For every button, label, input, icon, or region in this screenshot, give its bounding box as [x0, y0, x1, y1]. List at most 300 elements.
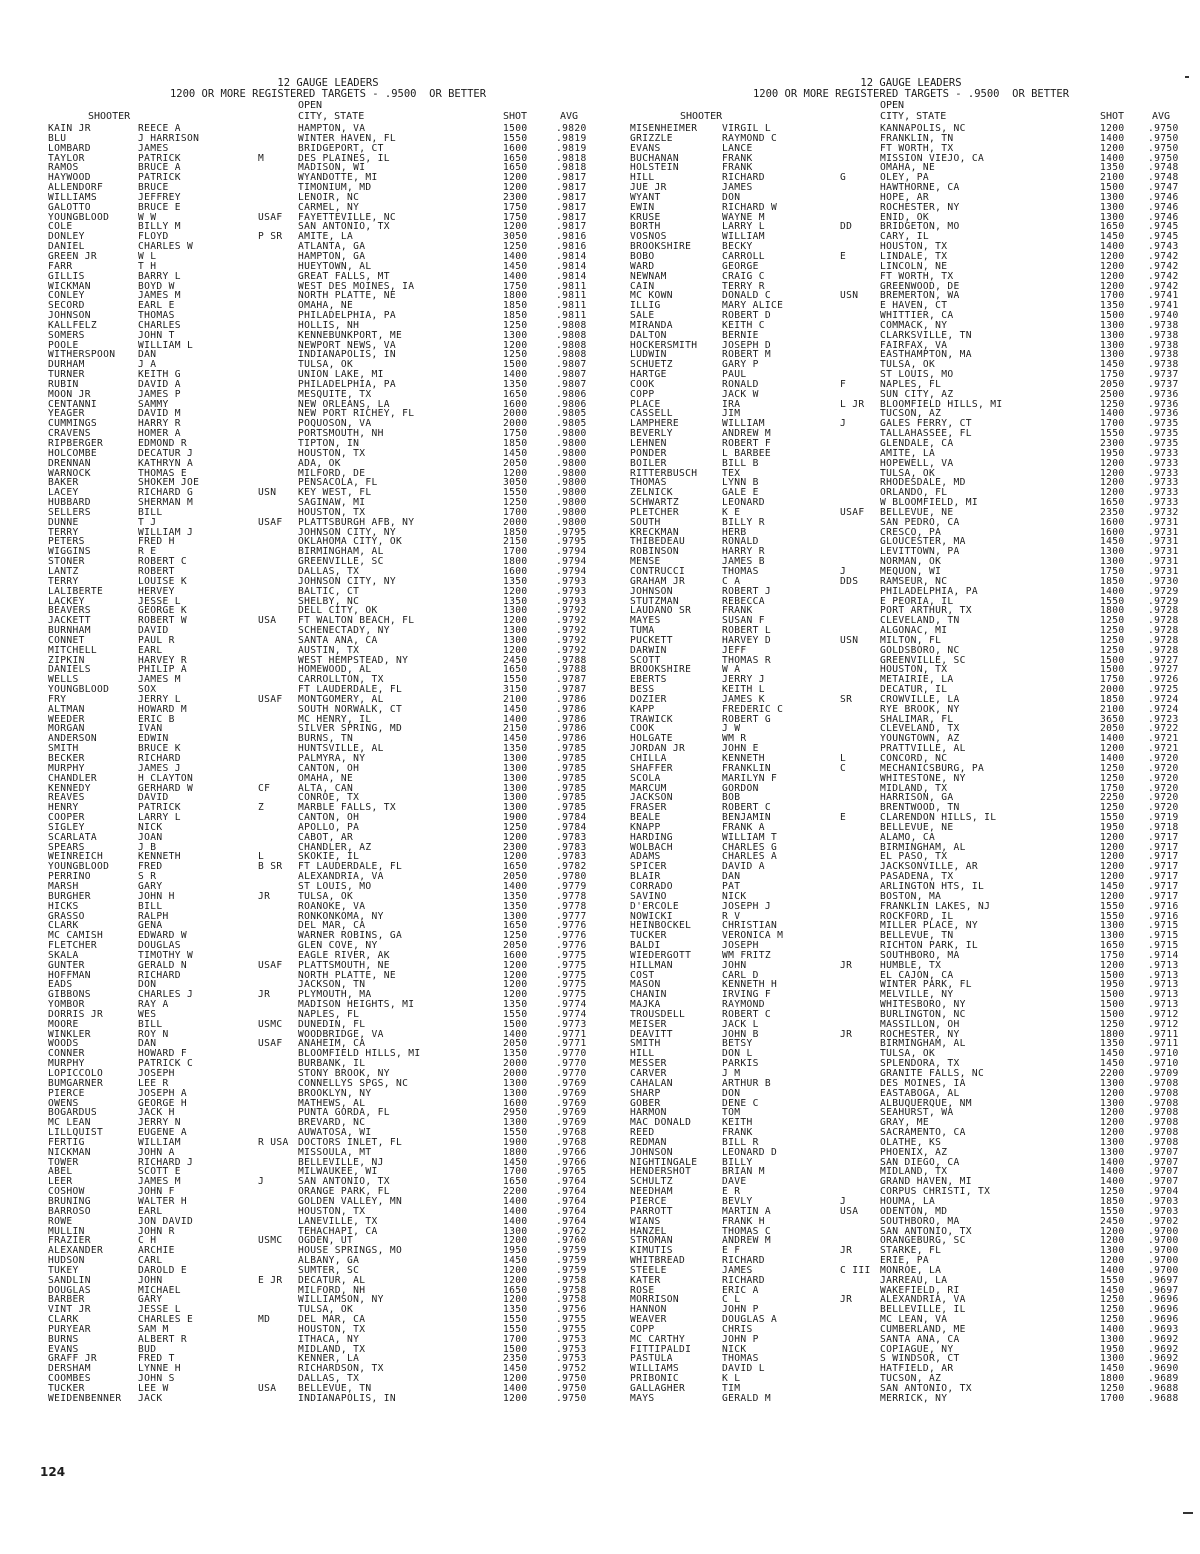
- first-name: BILL: [138, 506, 163, 518]
- last-name: CAHALAN: [630, 1077, 673, 1089]
- first-name: GEORGE: [722, 260, 759, 272]
- average: .9794: [556, 565, 587, 577]
- first-name: C H: [138, 1235, 157, 1247]
- first-name: ROBERT G: [722, 713, 772, 725]
- city-state: MADISON HEIGHTS, MI: [298, 999, 415, 1011]
- first-name: RONALD: [722, 378, 759, 390]
- first-name: CARL: [138, 1255, 163, 1267]
- average: .9775: [556, 979, 587, 991]
- city-state: BURBANK, IL: [298, 1058, 366, 1070]
- last-name: PERRINO: [48, 871, 91, 883]
- city-state: FT LAUDERDALE, FL: [298, 684, 403, 696]
- average: .9713: [1148, 989, 1179, 1001]
- average: .9750: [1148, 142, 1179, 154]
- open-label: OPEN: [880, 100, 905, 111]
- city-state: WHITESTONE, NY: [880, 772, 966, 784]
- first-name: BUD: [138, 1343, 157, 1355]
- average: .9728: [1148, 644, 1179, 656]
- city-state: SPLENDORA, TX: [880, 1058, 960, 1070]
- suffix: JR: [258, 989, 271, 1001]
- last-name: HILL: [630, 172, 655, 184]
- first-name: BILLY: [722, 1156, 753, 1168]
- suffix: USAF: [258, 1038, 283, 1050]
- average: .9728: [1148, 634, 1179, 646]
- average: .9764: [556, 1205, 587, 1217]
- last-name: MOORE: [48, 1018, 79, 1030]
- shot-count: 1200: [503, 585, 528, 597]
- city-state: PUNTA GORDA, FL: [298, 1107, 390, 1119]
- average: .9707: [1148, 1166, 1179, 1178]
- city-state: NAPLES, FL: [880, 378, 942, 390]
- city-state: HOLLIS, NH: [298, 319, 360, 331]
- average: .9769: [556, 1087, 587, 1099]
- city-state: HAWTHORNE, CA: [880, 182, 960, 194]
- average: .9727: [1148, 654, 1179, 666]
- city-state: FRANKLIN, TN: [880, 132, 954, 144]
- shot-count: 1400: [503, 1028, 528, 1040]
- shot-count: 2950: [503, 1107, 528, 1119]
- last-name: WILLIAMS: [48, 191, 98, 203]
- last-name: SOMERS: [48, 329, 85, 341]
- average: .9792: [556, 634, 587, 646]
- shot-count: 1550: [503, 1323, 528, 1335]
- first-name: DAVID L: [722, 1363, 765, 1375]
- first-name: LARRY L: [138, 812, 181, 824]
- first-name: BRIAN M: [722, 1166, 765, 1178]
- suffix: USAF: [258, 516, 283, 528]
- average: .9783: [556, 831, 587, 843]
- city-state: UNION LAKE, MI: [298, 369, 384, 381]
- first-name: THOMAS E: [138, 467, 188, 479]
- shot-count: 1200: [1100, 841, 1125, 853]
- city-state: SAGINAW, MI: [298, 497, 366, 509]
- shot-count: 1300: [1100, 211, 1125, 223]
- average: .9738: [1148, 339, 1179, 351]
- first-name: SAM M: [138, 1323, 169, 1335]
- last-name: HENDERSHOT: [630, 1166, 692, 1178]
- average: .9697: [1148, 1284, 1179, 1296]
- column-headers: [630, 100, 1192, 124]
- first-name: DAROLD E: [138, 1264, 188, 1276]
- average: .9717: [1148, 861, 1179, 873]
- suffix: C III: [840, 1264, 871, 1276]
- last-name: GRAFF JR: [48, 1353, 98, 1365]
- shot-count: 2000: [503, 1068, 528, 1079]
- average: .9738: [1148, 349, 1179, 361]
- first-name: JAMES M: [138, 1176, 181, 1188]
- last-name: FARR: [48, 260, 73, 272]
- shot-count: 1450: [1100, 880, 1125, 892]
- first-name: HARRY R: [138, 418, 181, 430]
- first-name: THOMAS: [722, 1353, 759, 1365]
- shot-count: 1300: [503, 1087, 528, 1099]
- average: .9708: [1148, 1107, 1179, 1119]
- right-column: [630, 78, 1192, 1404]
- last-name: SCHULTZ: [630, 1176, 673, 1188]
- last-name: COOMBES: [48, 1373, 91, 1385]
- average: .9811: [556, 300, 587, 312]
- city-state: MADISON, WI: [298, 162, 366, 174]
- last-name: CONNET: [48, 634, 85, 646]
- last-name: DANIEL: [48, 241, 85, 253]
- average: .9753: [556, 1353, 587, 1365]
- average: .9717: [1148, 831, 1179, 843]
- first-name: JAMES M: [138, 674, 181, 686]
- city-state: LINDALE, TX: [880, 250, 948, 262]
- first-name: DOUGLAS: [138, 940, 181, 952]
- city-state: FT WALTON BEACH, FL: [298, 615, 415, 627]
- average: .9775: [556, 989, 587, 1001]
- first-name: ANDREW M: [722, 428, 772, 440]
- last-name: JORDAN JR: [630, 743, 686, 755]
- average: .9800: [556, 516, 587, 528]
- first-name: JOHN P: [722, 1333, 759, 1345]
- average: .9735: [1148, 438, 1179, 449]
- shot-count: 1200: [1100, 477, 1125, 489]
- first-name: BILLY M: [138, 221, 181, 233]
- average: .9755: [556, 1314, 587, 1326]
- shot-count: 1950: [503, 1245, 528, 1257]
- last-name: PRIBONIC: [630, 1373, 680, 1385]
- last-name: LANTZ: [48, 565, 79, 577]
- first-name: RICHARD G: [138, 487, 194, 499]
- average: .9814: [556, 270, 587, 282]
- shot-count: 1400: [1100, 1264, 1125, 1276]
- shot-count: 1300: [503, 625, 528, 637]
- average: .9726: [1148, 674, 1179, 686]
- first-name: KEITH: [722, 1117, 753, 1129]
- shot-count: 1800: [1100, 1028, 1125, 1040]
- first-name: HOWARD F: [138, 1048, 188, 1060]
- first-name: HOMER A: [138, 428, 181, 440]
- first-name: KEITH L: [722, 684, 765, 696]
- shot-count: 1700: [503, 546, 528, 558]
- last-name: MAJKA: [630, 999, 661, 1011]
- city-state: SANTA ANA, CA: [880, 1333, 960, 1345]
- first-name: CHARLES A: [722, 851, 778, 863]
- last-name: CONLEY: [48, 290, 85, 302]
- city-state: SILVER SPRING, MD: [298, 723, 403, 735]
- average: .9718: [1148, 821, 1179, 833]
- city-state: RYE BROOK, NY: [880, 703, 960, 715]
- first-name: H CLAYTON: [138, 772, 194, 784]
- last-name: EADS: [48, 979, 73, 991]
- average: .9786: [556, 723, 587, 735]
- average: .9703: [1148, 1195, 1179, 1207]
- last-name: WARNOCK: [48, 467, 91, 479]
- average: .9786: [556, 713, 587, 725]
- average: .9768: [556, 1127, 587, 1139]
- city-state: HARRISON, GA: [880, 792, 954, 804]
- average: .9746: [1148, 201, 1179, 213]
- suffix: DD: [840, 221, 853, 233]
- first-name: DAN: [138, 1038, 157, 1050]
- city-state: MONROE, LA: [880, 1264, 942, 1276]
- average: .9788: [556, 654, 587, 666]
- last-name: HARTGE: [630, 369, 667, 381]
- average: .9716: [1148, 900, 1179, 912]
- shot-count: 2050: [503, 940, 528, 952]
- last-name: ABEL: [48, 1166, 73, 1178]
- average: .9800: [556, 447, 587, 459]
- first-name: CARL D: [722, 969, 759, 981]
- last-name: CLARK: [48, 920, 79, 932]
- average: .9710: [1148, 1048, 1179, 1060]
- average: .9720: [1148, 792, 1179, 804]
- shot-count: 1450: [1100, 1363, 1125, 1375]
- shot-count: 2350: [503, 1353, 528, 1365]
- last-name: DUNNE: [48, 516, 79, 528]
- city-state: SAN DIEGO, CA: [880, 1156, 960, 1168]
- city-state: PRATTVILLE, AL: [880, 743, 966, 755]
- shot-count: 1450: [503, 1363, 528, 1375]
- average: .9717: [1148, 890, 1179, 902]
- city-state: SACRAMENTO, CA: [880, 1127, 966, 1139]
- shot-count: 1600: [503, 398, 528, 410]
- average: .9724: [1148, 693, 1179, 705]
- first-name: FRANK: [722, 152, 753, 164]
- city-state: BIRMINGHAM, AL: [298, 546, 384, 558]
- first-name: JAMES P: [138, 388, 181, 400]
- average: .9805: [556, 408, 587, 420]
- shot-count: 1300: [1100, 920, 1125, 932]
- average: .9747: [1148, 182, 1179, 194]
- last-name: EWIN: [630, 201, 655, 213]
- shot-count: 1250: [503, 821, 528, 833]
- last-name: KATER: [630, 1274, 661, 1286]
- shot-count: 1550: [1100, 1205, 1125, 1217]
- last-name: WIANS: [630, 1215, 661, 1227]
- first-name: WILLIAM T: [722, 831, 778, 843]
- shot-count: 1550: [503, 1008, 528, 1020]
- shot-count: 1400: [1100, 152, 1125, 164]
- city-state: AMITE, LA: [880, 447, 936, 459]
- city-state: CARROLLTON, TX: [298, 674, 384, 686]
- average: .9748: [1148, 162, 1179, 174]
- city-state: PLYMOUTH, MA: [298, 989, 372, 1001]
- shot-count: 1350: [503, 575, 528, 587]
- city-state: BELLEVILLE, IL: [880, 1304, 966, 1316]
- first-name: MICHAEL: [138, 1284, 181, 1296]
- last-name: ALEXANDER: [48, 1245, 104, 1257]
- last-name: EBERTS: [630, 674, 667, 686]
- suffix: JR: [258, 890, 271, 902]
- first-name: ROBERT J: [722, 585, 772, 597]
- shot-count: 1450: [503, 260, 528, 272]
- average: .9707: [1148, 1156, 1179, 1168]
- city-state: WOODBRIDGE, VA: [298, 1028, 384, 1040]
- first-name: ROY N: [138, 1028, 169, 1040]
- shot-count: 1300: [503, 802, 528, 814]
- first-name: ARTHUR B: [722, 1077, 772, 1089]
- first-name: TOM: [722, 1107, 741, 1119]
- shot-count: 1400: [1100, 1166, 1125, 1178]
- shot-count: 1400: [1100, 241, 1125, 253]
- city-state: INDIANAPOLIS, IN: [298, 1392, 397, 1404]
- shot-count: 2000: [503, 418, 528, 430]
- average: .9712: [1148, 1008, 1179, 1020]
- first-name: ROBERT L: [722, 625, 772, 637]
- average: .9713: [1148, 999, 1179, 1011]
- city-state: GRANITE FALLS, NC: [880, 1068, 985, 1079]
- first-name: PATRICK C: [138, 1058, 194, 1070]
- shot-count: 1950: [1100, 1343, 1125, 1355]
- last-name: MITCHELL: [48, 644, 98, 656]
- suffix: Z: [258, 802, 265, 814]
- city-state: MIDLAND, TX: [880, 1166, 948, 1178]
- last-name: TROUSDELL: [630, 1008, 686, 1020]
- last-name: JOHNSON: [630, 1146, 673, 1158]
- first-name: ROBERT C: [138, 556, 188, 568]
- shot-count: 1200: [1100, 457, 1125, 469]
- city-state: MIDLAND, TX: [880, 782, 948, 794]
- city-state: AMITE, LA: [298, 231, 354, 243]
- city-state: BELLEVUE, TN: [880, 930, 954, 942]
- suffix: J: [840, 418, 847, 430]
- shot-count: 1800: [1100, 605, 1125, 617]
- first-name: E R: [722, 1186, 741, 1198]
- average: .9775: [556, 949, 587, 961]
- city-state: ODENTON, MD: [880, 1205, 948, 1217]
- average: .9696: [1148, 1294, 1179, 1306]
- first-name: GERHARD W: [138, 782, 194, 794]
- shot-count: 1200: [1100, 743, 1125, 755]
- last-name: TUCKER: [630, 930, 667, 942]
- average: .9731: [1148, 526, 1179, 538]
- city-state: EAGLE RIVER, AK: [298, 949, 390, 961]
- city-state: TALLAHASSEE, FL: [880, 428, 972, 440]
- first-name: LEE R: [138, 1077, 169, 1089]
- shot-count: 1350: [1100, 300, 1125, 312]
- city-state: ALEXANDRIA, VA: [298, 871, 384, 883]
- table-row: [630, 1394, 1192, 1404]
- last-name: MARCUM: [630, 782, 667, 794]
- last-name: HOFFMAN: [48, 969, 91, 981]
- shot-count: 1500: [1100, 1008, 1125, 1020]
- last-name: DANIELS: [48, 664, 91, 676]
- last-name: WOODS: [48, 1038, 79, 1050]
- last-name: ADAMS: [630, 851, 661, 863]
- city-state: GLEN COVE, NY: [298, 940, 378, 952]
- city-state: WEST HEMPSTEAD, NY: [298, 654, 409, 666]
- shot-count: 1250: [503, 349, 528, 361]
- shot-count: 1600: [503, 565, 528, 577]
- average: .9819: [556, 142, 587, 154]
- shot-count: 1450: [1100, 1284, 1125, 1296]
- shot-count: 1350: [1100, 162, 1125, 174]
- first-name: HARVEY R: [138, 654, 188, 666]
- shot-count: 1250: [1100, 398, 1125, 410]
- shot-count: 1250: [1100, 1018, 1125, 1030]
- last-name: WYANT: [630, 191, 661, 203]
- average: .9740: [1148, 310, 1179, 322]
- city-state: TULSA, OK: [880, 467, 936, 479]
- shot-count: 1250: [1100, 1186, 1125, 1198]
- first-name: KENNETH: [138, 851, 181, 863]
- first-name: BOB: [722, 792, 741, 804]
- average: .9730: [1148, 575, 1179, 587]
- shot-count: 3650: [1100, 713, 1125, 725]
- city-state: HOUSE SPRINGS, MO: [298, 1245, 403, 1257]
- last-name: RUBIN: [48, 378, 79, 390]
- last-name: EVANS: [48, 1343, 79, 1355]
- first-name: KENNETH: [722, 753, 765, 764]
- last-name: BEAVERS: [48, 605, 91, 617]
- city-state: WHITTIER, CA: [880, 310, 954, 322]
- last-name: KAIN JR: [48, 123, 91, 134]
- city-state: OKLAHOMA CITY, OK: [298, 536, 403, 548]
- average: .9700: [1148, 1255, 1179, 1267]
- shot-count: 1400: [1100, 132, 1125, 144]
- last-name: SMITH: [630, 1038, 661, 1050]
- last-name: ROBINSON: [630, 546, 680, 558]
- shot-count: 1600: [503, 142, 528, 154]
- avg-header: AVG: [1152, 111, 1171, 122]
- last-name: BLU: [48, 132, 67, 144]
- city-state: BELLEVILLE, NJ: [298, 1156, 384, 1168]
- average: .9721: [1148, 743, 1179, 755]
- average: .9776: [556, 940, 587, 952]
- first-name: CRAIG C: [722, 270, 765, 282]
- first-name: IRA: [722, 398, 741, 410]
- city-state: HUMBLE, TX: [880, 959, 942, 971]
- city-state: APOLLO, PA: [298, 821, 360, 833]
- city-state: SEAHURST, WA: [880, 1107, 954, 1119]
- shot-count: 1200: [503, 339, 528, 351]
- city-state: JARREAU, LA: [880, 1274, 948, 1286]
- shot-count: 1450: [503, 1255, 528, 1267]
- average: .9764: [556, 1186, 587, 1198]
- first-name: BETSY: [722, 1038, 753, 1050]
- last-name: STROMAN: [630, 1235, 673, 1247]
- city-state: WAKEFIELD, RI: [880, 1284, 960, 1296]
- last-name: PLETCHER: [630, 506, 680, 518]
- shot-count: 1650: [1100, 497, 1125, 509]
- city-state: E HAVEN, CT: [880, 300, 948, 312]
- shot-count: 1250: [1100, 625, 1125, 637]
- city-state: KANNAPOLIS, NC: [880, 123, 966, 134]
- last-name: REED: [630, 1127, 655, 1139]
- average: .9700: [1148, 1264, 1179, 1276]
- average: .9788: [556, 664, 587, 676]
- last-name: GIBBONS: [48, 989, 91, 1001]
- first-name: TIM: [722, 1383, 741, 1394]
- average: .9750: [556, 1383, 587, 1394]
- shot-count: 1300: [503, 1117, 528, 1129]
- last-name: TOWER: [48, 1156, 79, 1168]
- shot-count: 1300: [503, 762, 528, 774]
- last-name: PURYEAR: [48, 1323, 91, 1335]
- suffix: USAF: [258, 211, 283, 223]
- section-subtitle: 1200 OR MORE REGISTERED TARGETS - .9500 OR BETTER: [169, 88, 487, 100]
- city-state: DECATUR, AL: [298, 1274, 366, 1286]
- city-state: HATFIELD, AR: [880, 1363, 954, 1375]
- last-name: GALOTTO: [48, 201, 91, 213]
- first-name: HARRY R: [722, 546, 765, 558]
- first-name: FRANKLIN: [722, 762, 772, 774]
- first-name: DAVID: [138, 792, 169, 804]
- suffix: USA: [258, 1383, 277, 1394]
- shot-count: 1300: [1100, 1353, 1125, 1365]
- last-name: YOUNGBLOOD: [48, 861, 110, 873]
- shot-count: 1200: [1100, 260, 1125, 272]
- average: .9688: [1148, 1383, 1179, 1394]
- average: .9795: [556, 536, 587, 548]
- average: .9818: [556, 152, 587, 164]
- shot-count: 1400: [1100, 585, 1125, 597]
- first-name: RICHARD: [138, 969, 181, 981]
- city-state: ORLANDO, FL: [880, 487, 948, 499]
